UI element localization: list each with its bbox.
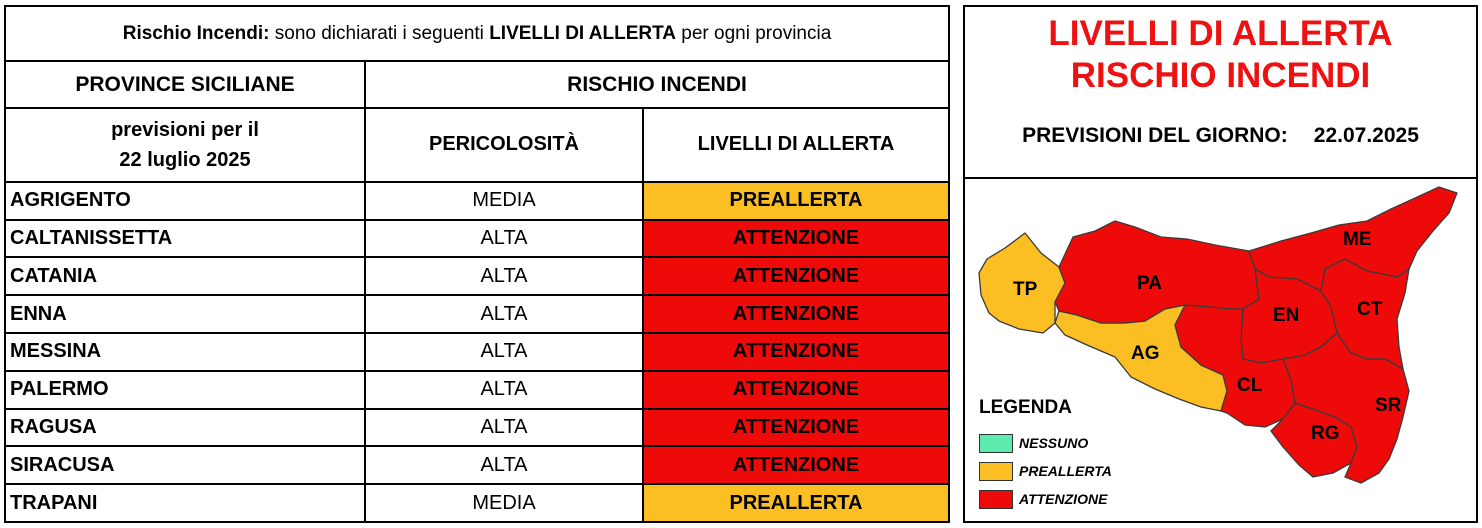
province-name: MESSINA [5,333,365,371]
legend-item-nessuno [979,429,1112,457]
legend-title: LEGENDA [979,397,1072,418]
hazard-value: ALTA [365,257,643,295]
legend-label: ATTENZIONE [1019,491,1108,507]
forecast-line-2: 22 luglio 2025 [119,148,251,171]
alert-level-badge: ATTENZIONE [643,257,949,295]
map-label-pa: PA [1137,273,1162,294]
col-header-hazard: PERICOLOSITÀ [365,108,643,182]
province-name: RAGUSA [5,409,365,447]
hazard-value: ALTA [365,371,643,409]
legend-swatch [979,462,1013,481]
intro-bold-2: LIVELLI DI ALLERTA [489,22,677,44]
alert-level-badge: ATTENZIONE [643,295,949,333]
table-row [5,220,949,258]
col-header-provinces: PROVINCE SICILIANE [5,61,365,108]
forecast-label: PREVISIONI DEL GIORNO: [1022,124,1288,147]
map-province-pa [1055,221,1259,323]
map-label-ct: CT [1357,299,1383,320]
intro-bold: Rischio Incendi: [122,22,270,44]
forecast-date: 22.07.2025 [1313,124,1419,147]
alert-level-badge: PREALLERTA [643,484,949,522]
legend-swatch [979,434,1013,453]
legend-label: NESSUNO [1019,435,1089,451]
alert-level-badge: ATTENZIONE [643,409,949,447]
forecast-line-1: previsioni per il [111,118,259,141]
table-row [5,182,949,220]
panel-title-line-2: RISCHIO INCENDI [1070,56,1371,95]
col-header-risk-group: RISCHIO INCENDI [365,61,949,108]
map-label-ag: AG [1131,343,1160,364]
alert-table [4,5,950,523]
intro-mid: sono dichiarati i seguenti [274,22,484,44]
province-name: PALERMO [5,371,365,409]
province-name: AGRIGENTO [5,182,365,220]
hazard-value: ALTA [365,333,643,371]
legend-item-preallerta [979,457,1112,485]
table-row [5,446,949,484]
legend-swatch [979,490,1013,509]
alert-level-badge: ATTENZIONE [643,371,949,409]
legend-item-attenzione [979,485,1112,513]
table-row [5,295,949,333]
map-label-me: ME [1343,229,1372,250]
col-header-level: LIVELLI DI ALLERTA [643,108,949,182]
hazard-value: ALTA [365,409,643,447]
hazard-value: MEDIA [365,484,643,522]
table-row [5,409,949,447]
map-label-rg: RG [1311,423,1340,444]
province-name: TRAPANI [5,484,365,522]
hazard-value: ALTA [365,295,643,333]
province-name: ENNA [5,295,365,333]
province-name: SIRACUSA [5,446,365,484]
table-intro [5,6,949,61]
intro-end: per ogni provincia [681,22,832,44]
alert-level-badge: PREALLERTA [643,182,949,220]
map-label-sr: SR [1375,395,1402,416]
province-name: CALTANISSETTA [5,220,365,258]
table-row [5,333,949,371]
map-label-cl: CL [1237,375,1263,396]
table-row [5,257,949,295]
map-label-en: EN [1273,305,1300,326]
forecast-date-cell [5,108,365,182]
hazard-value: ALTA [365,220,643,258]
map-legend [979,397,1112,513]
alert-map-panel [963,5,1478,523]
map-label-tp: TP [1013,279,1038,300]
table-row [5,484,949,522]
alert-level-badge: ATTENZIONE [643,446,949,484]
alert-level-badge: ATTENZIONE [643,333,949,371]
hazard-value: MEDIA [365,182,643,220]
province-name: CATANIA [5,257,365,295]
legend-label: PREALLERTA [1019,463,1112,479]
alert-level-badge: ATTENZIONE [643,220,949,258]
hazard-value: ALTA [365,446,643,484]
table-row [5,371,949,409]
panel-title-line-1: LIVELLI DI ALLERTA [1048,14,1393,53]
